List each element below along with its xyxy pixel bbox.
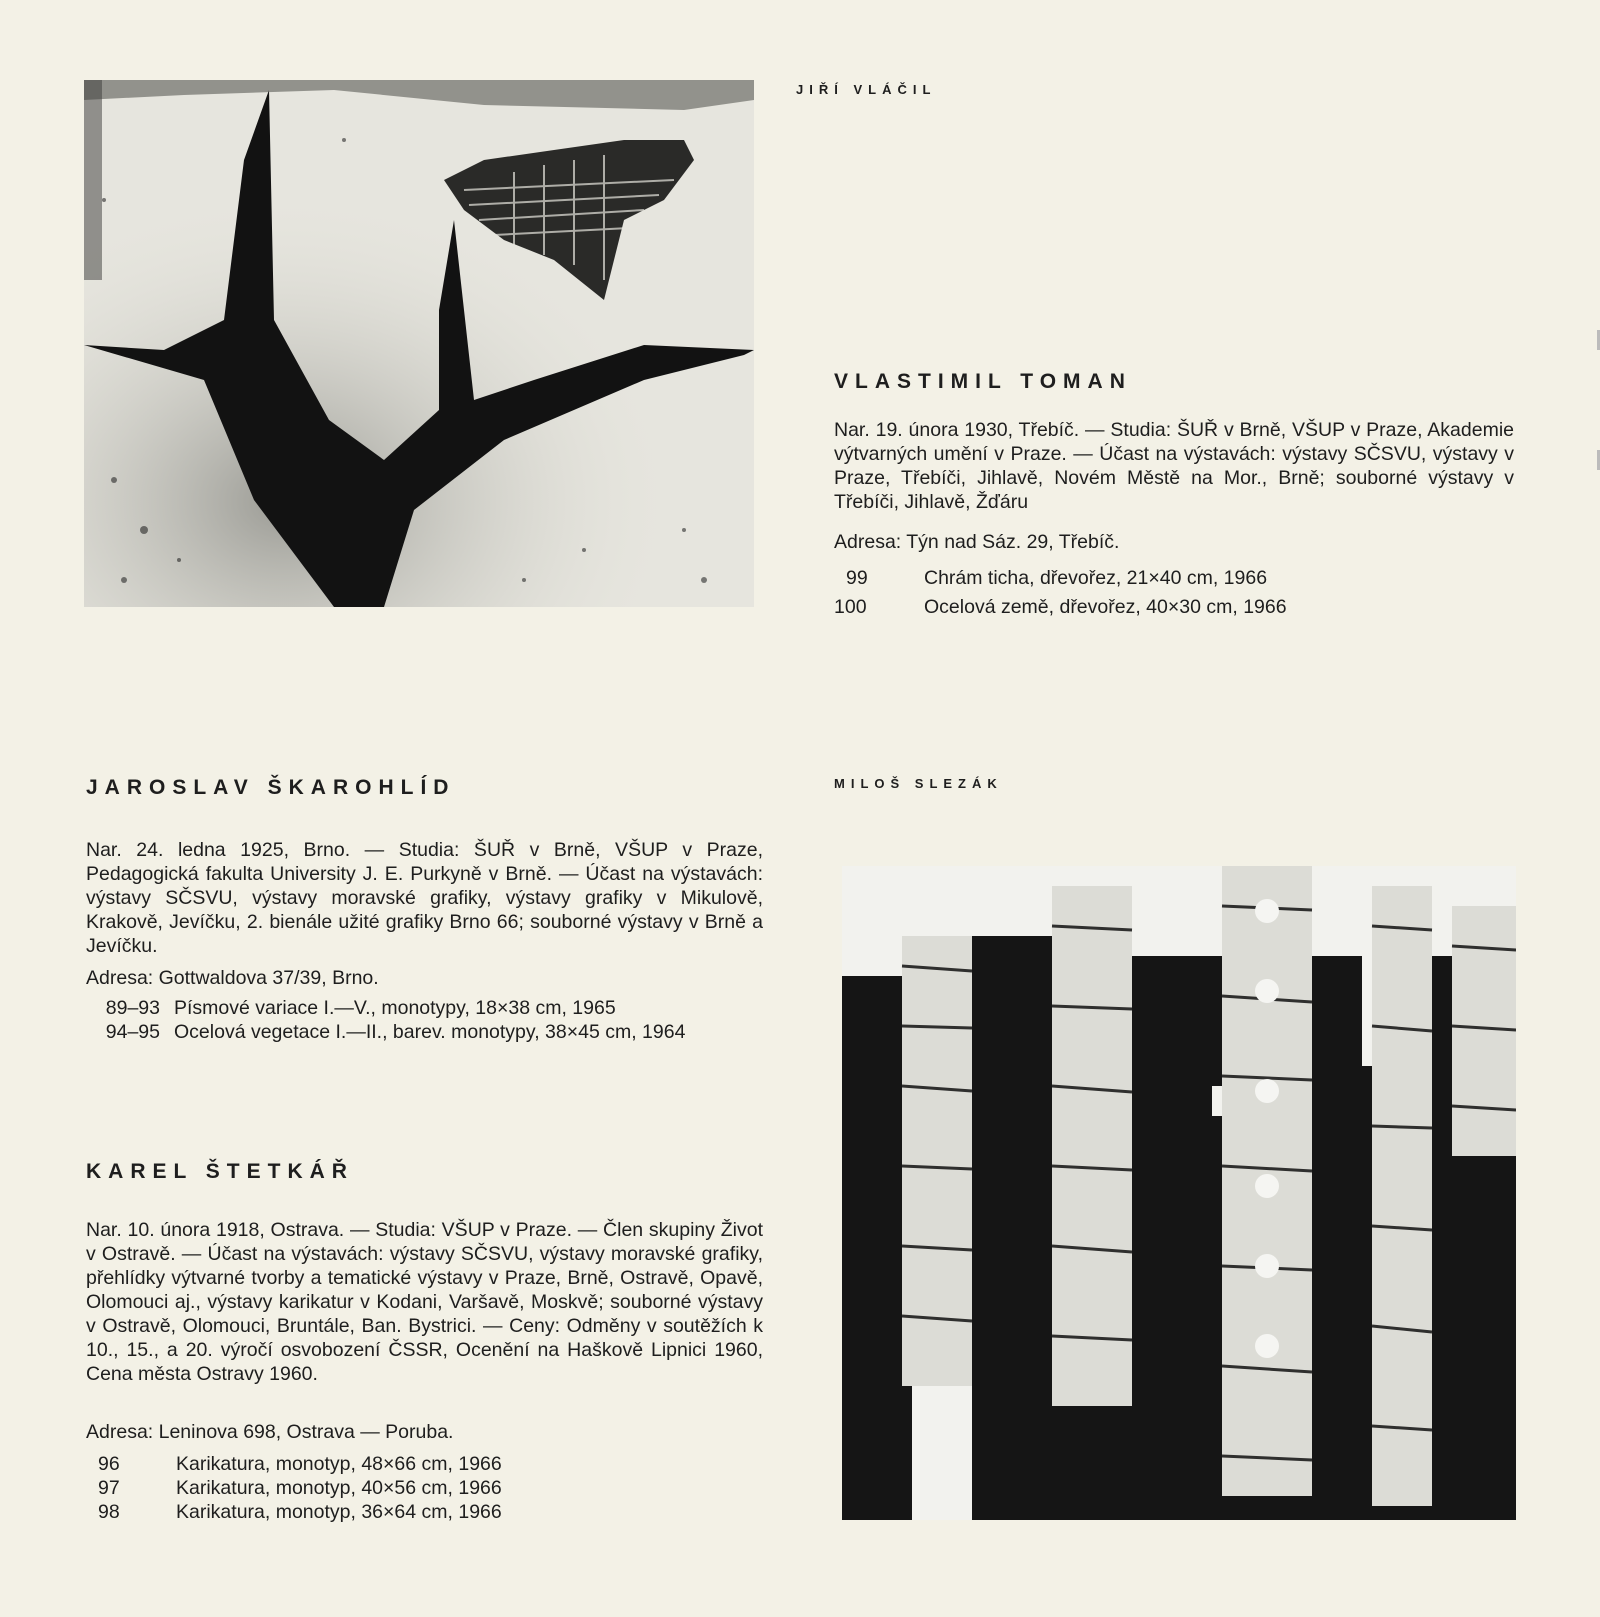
artwork-image-top (84, 80, 754, 607)
work-description: Ocelová země, dřevořez, 40×30 cm, 1966 (924, 596, 1287, 618)
work-description: Karikatura, monotyp, 40×56 cm, 1966 (176, 1477, 502, 1499)
work-item (86, 1452, 763, 1476)
works-list-stetkar (86, 1452, 763, 1524)
work-item (86, 996, 763, 1020)
work-item (86, 1500, 763, 1524)
artist-name-toman: VLASTIMIL TOMAN (834, 370, 1132, 393)
work-number: 100 (834, 596, 867, 618)
work-number: 98 (98, 1501, 120, 1523)
works-list-skarohlid (86, 996, 763, 1044)
work-item (834, 566, 1514, 590)
work-item (86, 1020, 763, 1044)
work-number: 99 (846, 567, 868, 589)
caption-bottom: MILOŠ SLEZÁK (834, 776, 1003, 791)
work-description: Karikatura, monotyp, 48×66 cm, 1966 (176, 1453, 502, 1475)
work-number: 97 (98, 1477, 120, 1499)
work-description: Karikatura, monotyp, 36×64 cm, 1966 (176, 1501, 502, 1523)
work-description: Chrám ticha, dřevořez, 21×40 cm, 1966 (924, 567, 1268, 589)
work-number: 94–95 (105, 1021, 160, 1043)
artist-name-skarohlid: JAROSLAV ŠKAROHLÍD (86, 776, 456, 799)
work-number: 96 (98, 1453, 120, 1475)
work-item (834, 595, 1514, 619)
works-list-toman (834, 566, 1514, 619)
caption-top: JIŘÍ VLÁČIL (796, 82, 937, 97)
work-item (86, 1476, 763, 1500)
artist-name-stetkar: KAREL ŠTETKÁŘ (86, 1160, 354, 1183)
artist-address-stetkar: Adresa: Leninova 698, Ostrava — Poruba. (86, 1421, 454, 1443)
work-number: 89–93 (105, 997, 160, 1019)
artist-bio-stetkar: Nar. 10. února 1918, Ostrava. — Studia: VŠUP v Praze. — Člen skupiny Život v Ostravě. — Účast na výstavách: výstavy SČSVU, výstavy moravské grafiky, přehlídky výtvarné tvorby a tematické výstavy v Praze, Brně, Ostravě, Opavě, Olomouci aj., výstavy karikatur v Kodani, Varšavě, Moskvě; souborné výstavy v Ostravě, Olomouci, Bruntále, Ban. Bystrici. — Ceny: Odměny v soutěžích k 10., 15., a 20. výročí osvobození ČSSR, Ocenění na Haškově Lipnici 1960, Cena města Ostravy 1960. (86, 1219, 763, 1385)
artist-address-skarohlid: Adresa: Gottwaldova 37/39, Brno. (86, 967, 379, 989)
artist-bio-skarohlid: Nar. 24. ledna 1925, Brno. — Studia: ŠUŘ v Brně, VŠUP v Praze, Pedagogická fakulta University J. E. Purkyně v Brně. — Účast na výstavách: výstavy SČSVU, výstavy moravské grafiky, výstavy grafiky v Mikulově, Krakově, Jevíčku, 2. bienále užité grafiky Brno 66; souborné výstavy v Brně a Jevíčku. (86, 839, 763, 957)
artist-bio-toman: Nar. 19. února 1930, Třebíč. — Studia: ŠUŘ v Brně, VŠUP v Praze, Akademie výtvarných umění v Praze. — Účast na výstavách: výstavy SČSVU, výstavy v Praze, Třebíči, Jihlavě, Novém Městě na Mor., Brně; souborné výstavy v Třebíči, Jihlavě, Žďáru (834, 419, 1514, 513)
work-description: Písmové variace I.—V., monotypy, 18×38 cm, 1965 (174, 997, 616, 1019)
artist-address-toman: Adresa: Týn nad Sáz. 29, Třebíč. (834, 531, 1120, 553)
work-description: Ocelová vegetace I.—II., barev. monotypy, 38×45 cm, 1964 (174, 1021, 686, 1043)
artwork-image-bottom (842, 866, 1516, 1520)
